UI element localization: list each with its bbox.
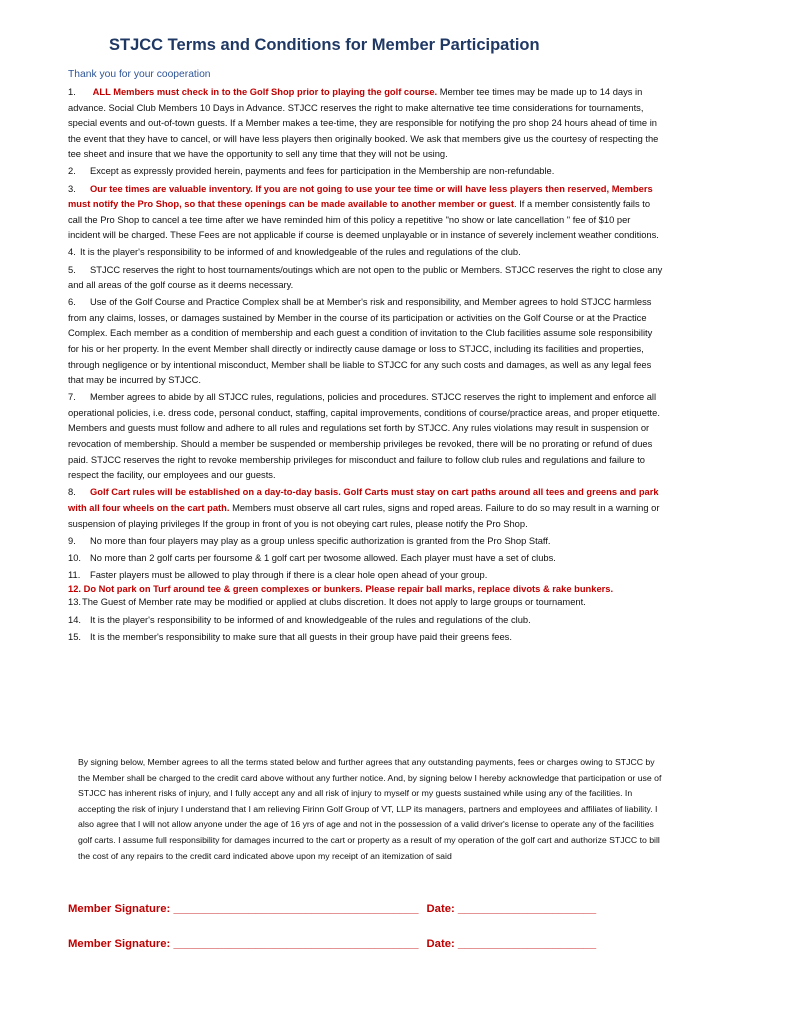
signature-label: Member Signature: _______________________________________ [68, 903, 419, 915]
term-number: 3. [68, 183, 76, 194]
term-item [68, 551, 664, 567]
term-number: 8. [68, 487, 76, 498]
term-text: . If a member consistently fails to call the Pro Shop to cancel a tee time after we have reminded him of this policy a repetitive "no show or late cancellation " fee of $10 per incident will be charged. These Fees are not applicable if course is deemed unplayable or in instance of severely inclement weather conditions. [68, 199, 659, 241]
term-text: No more than 2 golf carts per foursome & 1 golf cart per twosome allowed. Each player must have a set of clubs. [90, 552, 556, 563]
term-item [68, 245, 664, 261]
signature-line-1[interactable] [68, 903, 596, 915]
term-item [68, 85, 664, 163]
term-item [68, 164, 664, 180]
term-number: 15. [68, 631, 81, 642]
signature-label: Member Signature: _______________________________________ [68, 938, 419, 950]
term-text: STJCC reserves the right to host tournaments/outings which are not open to the public or Members. STJCC reserves the right to close any and all areas of the golf course as it deems necessary. [68, 264, 663, 291]
page-title: STJCC Terms and Conditions for Member Participation [109, 36, 540, 54]
term-text: No more than four players may play as a group unless specific authorization is granted from the Pro Shop Staff. [90, 535, 551, 546]
agreement-paragraph: By signing below, Member agrees to all the terms stated below and further agrees that any outstanding payments, fees or charges owing to STJCC by the Member shall be charged to the credit card above without any further notice. And, by signing below I hereby acknowledge that participation or use of STJCC has inherent risks of injury, and I fully accept any and all risk of injury to myself or my guests sustained while using any of the facilities. In accepting the risk of injury I understand that I am relieving Firinn Golf Group of VT, LLP its managers, partners and employees and affiliates of liability. I also agree that I will not allow anyone under the age of 16 yrs of age and not in the possession of a valid driver's license to operate any of the facilities golf carts. I assume full responsibility for damages incurred to the cart or property as a result of my operation of the golf cart and authorize STJCC to bill the cost of any repairs to the credit card indicated above upon my receipt of an itemization of said [78, 757, 662, 861]
term-item [68, 295, 664, 389]
term-item [68, 390, 664, 484]
term-item [68, 485, 664, 532]
term-number: 10. [68, 552, 81, 563]
term-text: It is the member's responsibility to make sure that all guests in their group have paid their greens fees. [90, 631, 512, 642]
term-emphasis: Our tee times are valuable inventory. If you are not going to use your tee time or will have less players then reserved, Members must notify the Pro Shop, so that these openings can be made available to another member or guest [68, 183, 653, 210]
term-number: 13. [68, 597, 81, 608]
signature-line-2[interactable] [68, 938, 596, 950]
term-text: Member agrees to abide by all STJCC rules, regulations, policies and procedures. STJCC reserves the right to implement and enforce all operational policies, i.e. dress code, personal conduct, staffing, capital improvements, conditions of course/practice areas, and proper etiquette. Members and guests must follow and adhere to all rules and regulations set forth by STJCC. Any rules violations may result in suspension or revocation of membership. Should a member be suspended or membership privileges be revoked, there will be no prorating or refund of dues paid. STJCC reserves the right to revoke membership privileges for misconduct and failure to follow club rules and regulations and failure to respect the facility, our employees and our guests. [68, 392, 660, 481]
term-number: 5. [68, 264, 76, 275]
term-text: Faster players must be allowed to play through if there is a clear hole open ahead of your group. [90, 569, 488, 580]
term-text: It is the player's responsibility to be informed of and knowledgeable of the rules and regulations of the club. [80, 247, 521, 258]
term-number: 6. [68, 297, 76, 308]
term-number: 1. [68, 87, 76, 97]
term-number: 11. [68, 569, 81, 580]
date-label: Date: ______________________ [426, 938, 597, 950]
term-text: It is the player's responsibility to be informed of and knowledgeable of the rules and regulations of the club. [90, 614, 531, 625]
term-item [68, 595, 664, 611]
term-text: Members must observe all cart rules, signs and roped areas. Failure to do so may result in a warning or suspension of playing privileges If the group in front of you is not obeying cart rules, please notify the Pro Shop. [68, 502, 660, 529]
term-number: 9. [68, 535, 76, 546]
term-number: 2. [68, 166, 76, 177]
term-emphasis: Golf Cart rules will be established on a day-to-day basis. Golf Carts must stay on cart paths around all tees and greens and park with all four wheels on the cart path. [68, 487, 659, 513]
term-item [68, 263, 664, 294]
term-number: 4. [68, 247, 76, 258]
terms-list [68, 85, 664, 647]
term-text: Except as expressly provided herein, payments and fees for participation in the Membership are non-refundable. [90, 166, 555, 177]
term-text: Member tee times may be made up to 14 days in advance. Social Club Members 10 Days in Advance. STJCC reserves the right to make alternative tee time considerations for tournaments, special events and out-of-town guests. If a Member makes a tee-time, they are responsible for notifying the pro shop 24 hours ahead of time in the event that they have to cancel, or will have less players then originally booked. We ask that members give us the courtesy of respecting the tee sheet and insure that we have the opportunity to sell any time that they will not be using. [68, 87, 659, 160]
term-number: 7. [68, 392, 76, 403]
term-item [68, 613, 664, 629]
term-item-12: 12. Do Not park on Turf around tee & green complexes or bunkers. Please repair ball marks, replace divots & rake bunkers. [68, 584, 614, 595]
term-item [68, 182, 664, 244]
term-item [68, 630, 664, 646]
term-emphasis: ALL Members must check in to the Golf Shop prior to playing the golf course. [92, 87, 438, 97]
term-text: The Guest of Member rate may be modified or applied at clubs discretion. It does not apply to large groups or tournament. [82, 597, 586, 608]
term-item [68, 568, 664, 584]
term-item [68, 534, 664, 550]
term-text: Use of the Golf Course and Practice Complex shall be at Member's risk and responsibility, and Member agrees to hold STJCC harmless from any claims, losses, or damages sustained by Member in the course of its participation or activities on the Golf Course or at the Practice Complex. Each member as a condition of membership and each guest a condition of invitation to the Club facilities assume sole responsibility for his or her property. In the event Member shall directly or indirectly cause damage or loss to STJCC, including its facilities and properties, through negligence or by intentional misconduct, Member shall be liable to STJCC for any such costs and damages, as well as any legal fees that may be incurred by STJCC. [68, 297, 653, 386]
thanks-note: Thank you for your cooperation [68, 69, 211, 80]
term-number: 14. [68, 614, 81, 625]
date-label: Date: ______________________ [426, 903, 597, 915]
